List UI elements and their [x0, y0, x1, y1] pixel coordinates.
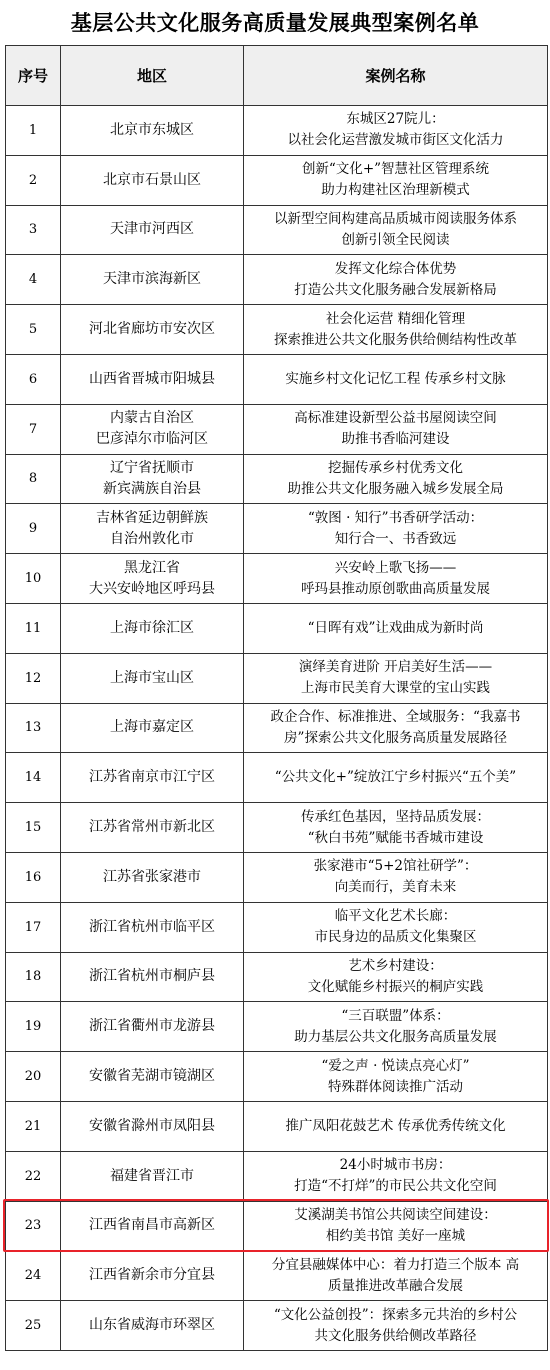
case-line: 共文化服务供给侧改革路径	[314, 1327, 477, 1344]
region-line: 巴彦淖尔市临河区	[96, 431, 208, 448]
region-line: 北京市石景山区	[103, 171, 201, 188]
case-line: 发挥文化综合体优势	[334, 260, 457, 277]
case-line: 向美而行，美育未来	[334, 879, 457, 896]
region-line: 江苏省张家港市	[103, 868, 201, 885]
region-line: 上海市徐汇区	[110, 619, 194, 636]
page-title: 基层公共文化服务高质量发展典型案例名单	[70, 11, 480, 35]
region-line: 黑龙江省	[124, 559, 180, 576]
case-line: 助推书香临河建设	[341, 431, 450, 448]
case-cell	[244, 404, 548, 454]
row-number: 15	[6, 803, 61, 853]
region-line: 上海市嘉定区	[110, 719, 194, 736]
region-cell	[61, 205, 244, 255]
region-line: 大兴安岭地区呼玛县	[89, 580, 215, 597]
region-cell	[61, 902, 244, 952]
header-row	[6, 46, 548, 106]
region-cell	[61, 952, 244, 1002]
table-body	[6, 106, 548, 1351]
table-row	[6, 1301, 548, 1351]
region-line: 山东省威海市环翠区	[89, 1317, 215, 1334]
case-cell	[244, 504, 548, 554]
region-line: 江西省南昌市高新区	[89, 1217, 215, 1234]
case-cell	[244, 1151, 548, 1201]
case-line: 推广凤阳花鼓艺术 传承优秀传统文化	[285, 1117, 506, 1134]
row-number: 6	[6, 354, 61, 404]
region-cell	[61, 106, 244, 156]
row-number: 22	[6, 1151, 61, 1201]
row-number: 12	[6, 653, 61, 703]
case-line: “爱之声 · 悦读点亮心灯”	[321, 1057, 470, 1074]
case-cell	[244, 1101, 548, 1151]
row-number: 7	[6, 404, 61, 454]
table-row	[6, 603, 548, 653]
case-line: 张家港市“5+2馆社研学”：	[313, 858, 478, 875]
table-header	[6, 46, 548, 106]
region-cell	[61, 354, 244, 404]
table-row	[6, 155, 548, 205]
case-line: 呼玛县推动原创歌曲高质量发展	[301, 580, 490, 597]
table-row	[6, 653, 548, 703]
case-line: 社会化运营 精细化管理	[325, 310, 466, 327]
case-line: 探索推进公共文化服务供给侧结构性改革	[274, 331, 517, 348]
table-row	[6, 1151, 548, 1201]
case-line: 知行合一、书香致远	[334, 530, 457, 547]
row-number: 3	[6, 205, 61, 255]
case-line: 文化赋能乡村振兴的桐庐实践	[307, 978, 484, 995]
table-row	[6, 1251, 548, 1301]
case-table	[5, 45, 548, 1351]
row-number: 13	[6, 703, 61, 753]
table-row	[6, 504, 548, 554]
row-number: 5	[6, 305, 61, 355]
table-row	[6, 305, 548, 355]
region-line: 新宾满族自治县	[103, 480, 201, 497]
case-cell	[244, 803, 548, 853]
row-number: 9	[6, 504, 61, 554]
region-cell	[61, 803, 244, 853]
case-cell	[244, 454, 548, 504]
table-row	[6, 454, 548, 504]
region-line: 浙江省杭州市临平区	[89, 918, 215, 935]
case-cell	[244, 354, 548, 404]
case-cell	[244, 703, 548, 753]
case-cell	[244, 1201, 548, 1251]
case-line: 以社会化运营激发城市街区文化活力	[287, 132, 504, 149]
case-cell	[244, 753, 548, 803]
case-line: 艺术乡村建设：	[348, 957, 443, 974]
region-cell	[61, 155, 244, 205]
case-line: 政企合作、标准推进、全域服务：“我嘉书	[270, 708, 521, 725]
region-line: 福建省晋江市	[110, 1167, 194, 1184]
region-line: 江苏省南京市江宁区	[89, 769, 215, 786]
row-number: 14	[6, 753, 61, 803]
case-cell	[244, 603, 548, 653]
table-row	[6, 1052, 548, 1102]
region-cell	[61, 603, 244, 653]
case-line: 艾溪湖美书馆公共阅读空间建设：	[294, 1206, 497, 1223]
case-line: 质量推进改革融合发展	[328, 1277, 463, 1294]
case-line: “公共文化+”绽放江宁乡村振兴“五个美”	[274, 769, 517, 786]
case-line: 创新引领全民阅读	[341, 231, 450, 248]
row-number: 17	[6, 902, 61, 952]
region-line: 自治州敦化市	[110, 530, 194, 547]
row-number: 10	[6, 554, 61, 604]
region-cell	[61, 753, 244, 803]
table-row	[6, 852, 548, 902]
region-cell	[61, 653, 244, 703]
case-line: “敦图 · 知行”书香研学活动：	[307, 509, 484, 526]
row-number: 19	[6, 1002, 61, 1052]
case-cell	[244, 653, 548, 703]
table-row	[6, 902, 548, 952]
region-cell	[61, 703, 244, 753]
region-cell	[61, 504, 244, 554]
case-line: 实施乡村文化记忆工程 传承乡村文脉	[285, 370, 506, 387]
region-line: 上海市宝山区	[110, 669, 194, 686]
case-line: 东城区27院儿：	[346, 111, 445, 128]
case-cell	[244, 155, 548, 205]
case-line: 分宜县融媒体中心：着力打造三个版本 高	[271, 1256, 520, 1273]
case-line: 高标准建设新型公益书屋阅读空间	[294, 410, 497, 427]
table-row	[6, 1201, 548, 1251]
row-number: 16	[6, 852, 61, 902]
table-row	[6, 354, 548, 404]
region-cell	[61, 1201, 244, 1251]
table-row	[6, 404, 548, 454]
region-cell	[61, 554, 244, 604]
table-row	[6, 753, 548, 803]
case-line: 演绎美育进阶 开启美好生活——	[298, 659, 493, 676]
region-cell	[61, 1251, 244, 1301]
row-number: 21	[6, 1101, 61, 1151]
case-line: 打造公共文化服务融合发展新格局	[294, 281, 497, 298]
region-line: 河北省廊坊市安次区	[89, 321, 215, 338]
region-line: 辽宁省抚顺市	[110, 459, 194, 476]
header-case: 案例名称	[244, 46, 548, 106]
case-cell	[244, 1052, 548, 1102]
region-cell	[61, 1002, 244, 1052]
case-cell	[244, 1301, 548, 1351]
case-line: 助力基层公共文化服务高质量发展	[294, 1028, 497, 1045]
case-line: 创新“文化+”智慧社区管理系统	[301, 161, 490, 178]
case-cell	[244, 554, 548, 604]
case-line: 以新型空间构建高品质城市阅读服务体系	[274, 210, 517, 227]
table-row	[6, 1101, 548, 1151]
case-line: 市民身边的品质文化集聚区	[314, 929, 477, 946]
table-row	[6, 803, 548, 853]
row-number: 25	[6, 1301, 61, 1351]
case-line: 挖掘传承乡村优秀文化	[328, 459, 463, 476]
region-line: 吉林省延边朝鲜族	[96, 509, 208, 526]
case-line: “三百联盟”体系：	[341, 1007, 450, 1024]
region-line: 天津市滨海新区	[103, 271, 201, 288]
case-cell	[244, 1251, 548, 1301]
region-cell	[61, 852, 244, 902]
region-line: 安徽省芜湖市镜湖区	[89, 1068, 215, 1085]
case-cell	[244, 852, 548, 902]
case-line: 传承红色基因，坚持品质发展：	[301, 808, 490, 825]
region-line: 江西省新余市分宜县	[89, 1267, 215, 1284]
case-cell	[244, 902, 548, 952]
row-number: 11	[6, 603, 61, 653]
table-row	[6, 952, 548, 1002]
case-line: “文化公益创投”：探索多元共治的乡村公	[273, 1306, 518, 1323]
row-number: 1	[6, 106, 61, 156]
region-cell	[61, 1151, 244, 1201]
region-cell	[61, 1052, 244, 1102]
region-line: 北京市东城区	[110, 121, 194, 138]
region-cell	[61, 1101, 244, 1151]
case-cell	[244, 305, 548, 355]
header-num: 序号	[6, 46, 61, 106]
region-cell	[61, 454, 244, 504]
row-number: 23	[6, 1201, 61, 1251]
case-line: 助力构建社区治理新模式	[321, 182, 470, 199]
row-number: 24	[6, 1251, 61, 1301]
case-line: 相约美书馆 美好一座城	[325, 1227, 466, 1244]
row-number: 4	[6, 255, 61, 305]
region-line: 浙江省衢州市龙游县	[89, 1018, 215, 1035]
table-row	[6, 106, 548, 156]
table-row	[6, 703, 548, 753]
case-line: 特殊群体阅读推广活动	[328, 1078, 463, 1095]
region-line: 山西省晋城市阳城县	[89, 370, 215, 387]
header-region: 地区	[61, 46, 244, 106]
case-line: 24小时城市书房：	[339, 1157, 452, 1174]
row-number: 8	[6, 454, 61, 504]
case-line: “秋白书苑”赋能书香城市建设	[307, 829, 484, 846]
case-cell	[244, 205, 548, 255]
table-row	[6, 255, 548, 305]
case-cell	[244, 1002, 548, 1052]
region-line: 内蒙古自治区	[110, 410, 194, 427]
region-cell	[61, 1301, 244, 1351]
case-line: 上海市民美育大课堂的宝山实践	[301, 680, 490, 697]
row-number: 2	[6, 155, 61, 205]
row-number: 20	[6, 1052, 61, 1102]
case-cell	[244, 255, 548, 305]
case-line: 临平文化艺术长廊：	[334, 908, 457, 925]
case-line: 房”探索公共文化服务高质量发展路径	[284, 729, 507, 746]
table-row	[6, 1002, 548, 1052]
region-cell	[61, 255, 244, 305]
row-number: 18	[6, 952, 61, 1002]
table-row	[6, 205, 548, 255]
region-cell	[61, 404, 244, 454]
region-cell	[61, 305, 244, 355]
region-line: 安徽省滁州市凤阳县	[89, 1117, 215, 1134]
case-line: 打造“不打烊”的市民公共文化空间	[294, 1178, 497, 1195]
region-line: 浙江省杭州市桐庐县	[89, 968, 215, 985]
case-line: “日晖有戏”让戏曲成为新时尚	[307, 619, 484, 636]
case-cell	[244, 106, 548, 156]
table-row	[6, 554, 548, 604]
region-line: 江苏省常州市新北区	[89, 819, 215, 836]
case-line: 兴安岭上歌飞扬——	[334, 559, 457, 576]
region-line: 天津市河西区	[110, 221, 194, 238]
case-line: 助推公共文化服务融入城乡发展全局	[287, 480, 504, 497]
case-cell	[244, 952, 548, 1002]
